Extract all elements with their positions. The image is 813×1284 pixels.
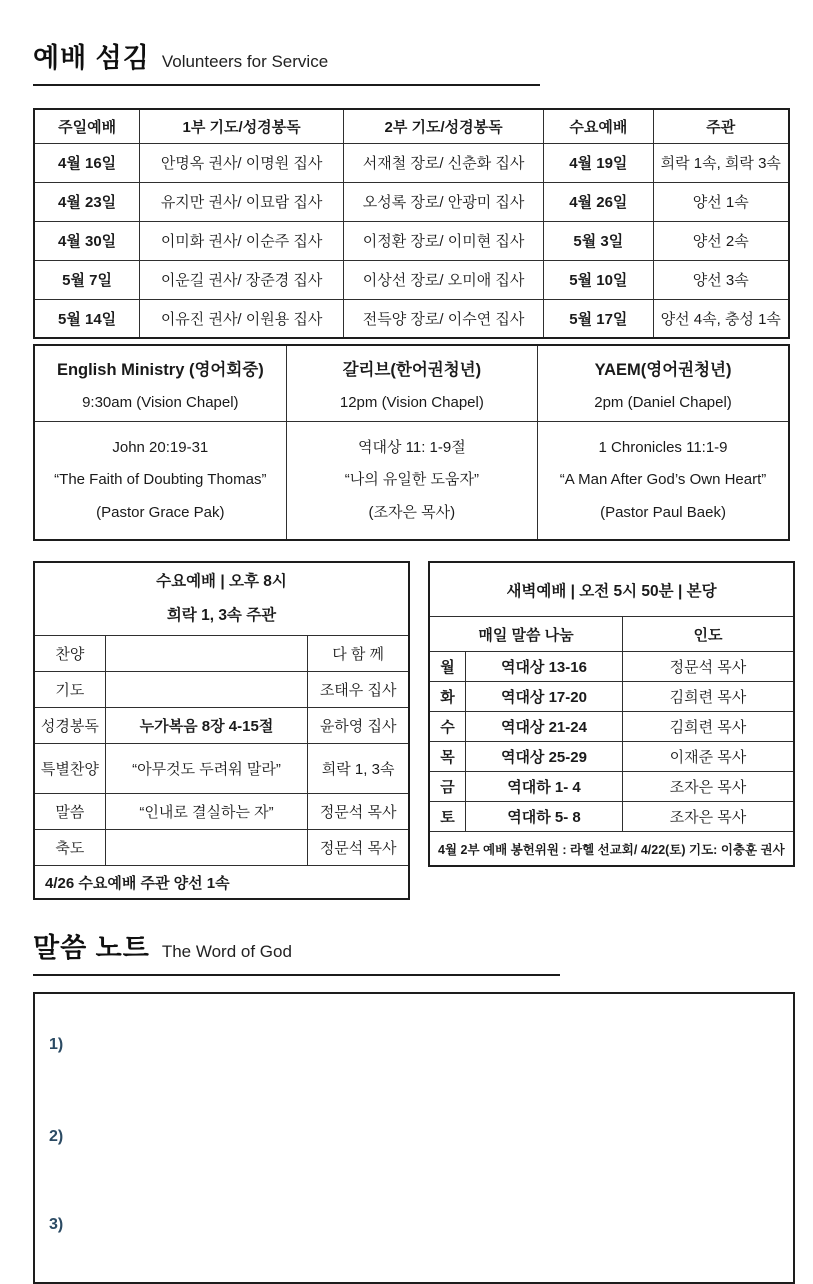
- day-label: 월: [429, 652, 466, 682]
- pastor-name: (Pastor Paul Baek): [600, 503, 726, 521]
- dawn-row-thursday: [429, 742, 794, 772]
- order-row-prayer: [34, 671, 409, 707]
- order-label: 성경봉독: [34, 707, 105, 743]
- first-service-cell: 이유진 권사/ 이원용 집사: [140, 299, 344, 338]
- dawn-col-header-reading: 매일 말씀 나눔: [429, 617, 622, 652]
- dawn-footer-row: [429, 832, 794, 866]
- scripture-reference: 1 Chronicles 11:1-9: [598, 439, 728, 456]
- scripture-reference: 역대상 11: 1-9절: [358, 439, 466, 456]
- reading-passage: 역대상 17-20: [466, 682, 623, 712]
- ministry-time: 9:30am (Vision Chapel): [82, 394, 239, 411]
- dawn-footer-note: 4월 2부 예배 봉헌위원 : 라헬 선교회/ 4/22(토) 기도: 이충훈 권사: [429, 832, 794, 866]
- in-charge-cell: 희락 1속, 희락 3속: [653, 143, 789, 182]
- ministry-sermon-row: [34, 422, 789, 540]
- order-row-benediction: [34, 829, 409, 865]
- order-label: 축도: [34, 829, 105, 865]
- reading-passage: 역대상 21-24: [466, 712, 623, 742]
- order-person: 윤하영 집사: [308, 707, 409, 743]
- dawn-title-cell: 새벽예배 | 오전 5시 50분 | 본당: [429, 562, 794, 617]
- ministries-table: [33, 344, 790, 541]
- col-header-in-charge: 주관: [653, 109, 789, 143]
- leader-name: 조자은 목사: [622, 772, 794, 802]
- second-service-cell: 이정환 장로/ 이미현 집사: [344, 221, 544, 260]
- scripture-reference: John 20:19-31: [112, 439, 209, 456]
- sunday-date-cell: 4월 23일: [34, 182, 140, 221]
- order-row-praise: [34, 635, 409, 671]
- dawn-subheader-row: [429, 617, 794, 652]
- note-number-1: 1): [49, 1036, 64, 1054]
- table-row: [34, 221, 789, 260]
- table-row: [34, 143, 789, 182]
- day-label: 목: [429, 742, 466, 772]
- wednesday-title-cell: [34, 562, 409, 636]
- reading-passage: 역대상 13-16: [466, 652, 623, 682]
- first-service-cell: 이운길 권사/ 장준경 집사: [140, 260, 344, 299]
- order-content: “인내로 결실하는 자”: [105, 793, 308, 829]
- ministry-sermon-kaleb: [286, 422, 537, 540]
- ministry-name: English Ministry (영어회중): [56, 361, 264, 379]
- pastor-name: (조자은 목사): [368, 503, 456, 521]
- col-header-first-service: 1부 기도/성경봉독: [140, 109, 344, 143]
- sunday-date-cell: 5월 7일: [34, 260, 140, 299]
- reading-passage: 역대하 1- 4: [466, 772, 623, 802]
- wednesday-date-cell: 5월 10일: [544, 260, 653, 299]
- col-header-sunday-service: 주일예배: [34, 109, 140, 143]
- order-content: [105, 829, 308, 865]
- pastor-name: (Pastor Grace Pak): [96, 503, 225, 521]
- dawn-col-header-leader: 인도: [622, 617, 794, 652]
- second-service-cell: 오성록 장로/ 안광미 집사: [344, 182, 544, 221]
- order-person: 정문석 목사: [308, 829, 409, 865]
- order-row-special-praise: [34, 743, 409, 793]
- sermon-title: “The Faith of Doubting Thomas”: [54, 471, 267, 489]
- leader-name: 정문석 목사: [622, 652, 794, 682]
- volunteers-header-underline: [33, 84, 540, 86]
- dawn-row-friday: [429, 772, 794, 802]
- day-label: 토: [429, 802, 466, 832]
- in-charge-cell: 양선 2속: [653, 221, 789, 260]
- volunteers-table: [33, 108, 790, 339]
- second-service-cell: 전득양 장로/ 이수연 집사: [344, 299, 544, 338]
- ministry-time: 12pm (Vision Chapel): [339, 394, 484, 411]
- note-number-3: 3): [49, 1216, 64, 1234]
- ministry-time: 2pm (Daniel Chapel): [594, 394, 732, 411]
- bottom-tables: [33, 561, 795, 901]
- order-label: 특별찬양: [34, 743, 105, 793]
- order-row-sermon: [34, 793, 409, 829]
- volunteers-title-english: Volunteers for Service: [161, 52, 329, 71]
- ministry-sermon-english: [34, 422, 286, 540]
- section-header-word: [33, 926, 795, 965]
- dawn-row-tuesday: [429, 682, 794, 712]
- table-row: [34, 182, 789, 221]
- order-content: [105, 635, 308, 671]
- word-title-korean: 말씀 노트: [33, 933, 150, 964]
- dawn-row-saturday: [429, 802, 794, 832]
- day-label: 금: [429, 772, 466, 802]
- order-person: 다 함 께: [308, 635, 409, 671]
- note-number-2: 2): [49, 1128, 64, 1146]
- wednesday-date-cell: 4월 19일: [544, 143, 653, 182]
- col-header-wednesday-service: 수요예배: [544, 109, 653, 143]
- second-service-cell: 서재철 장로/ 신춘화 집사: [344, 143, 544, 182]
- table-row: [34, 260, 789, 299]
- order-label: 말씀: [34, 793, 105, 829]
- volunteers-title-korean: 예배 섬김: [33, 43, 150, 73]
- sermon-notes-box: [33, 992, 795, 1284]
- order-content: [105, 671, 308, 707]
- first-service-cell: 이미화 권사/ 이순주 집사: [140, 221, 344, 260]
- dawn-row-monday: [429, 652, 794, 682]
- in-charge-cell: 양선 4속, 충성 1속: [653, 299, 789, 338]
- first-service-cell: 유지만 권사/ 이묘람 집사: [140, 182, 344, 221]
- order-label: 기도: [34, 671, 105, 707]
- volunteers-table-header-row: [34, 109, 789, 143]
- wednesday-footer-row: [34, 865, 409, 899]
- wednesday-title-line2: 희락 1, 3속 주관: [166, 606, 277, 624]
- ministry-title-row: [34, 345, 789, 422]
- ministry-name: 갈리브(한어권청년): [342, 361, 482, 379]
- leader-name: 조자은 목사: [622, 802, 794, 832]
- reading-passage: 역대상 25-29: [466, 742, 623, 772]
- ministry-cell-yaem: [538, 345, 789, 422]
- in-charge-cell: 양선 1속: [653, 182, 789, 221]
- wednesday-date-cell: 5월 17일: [544, 299, 653, 338]
- order-content: 누가복음 8장 4-15절: [105, 707, 308, 743]
- day-label: 화: [429, 682, 466, 712]
- wednesday-date-cell: 5월 3일: [544, 221, 653, 260]
- second-service-cell: 이상선 장로/ 오미애 집사: [344, 260, 544, 299]
- word-title-english: The Word of God: [161, 942, 292, 962]
- order-row-scripture: [34, 707, 409, 743]
- wednesday-title-row: [34, 562, 409, 636]
- day-label: 수: [429, 712, 466, 742]
- order-content: “아무것도 두려워 말라”: [105, 743, 308, 793]
- wednesday-title-line1: 수요예배 | 오후 8시: [156, 572, 287, 590]
- order-label: 찬양: [34, 635, 105, 671]
- sunday-date-cell: 5월 14일: [34, 299, 140, 338]
- first-service-cell: 안명옥 권사/ 이명원 집사: [140, 143, 344, 182]
- ministry-cell-english: [34, 345, 286, 422]
- dawn-service-table: [428, 561, 795, 867]
- order-person: 희락 1, 3속: [308, 743, 409, 793]
- reading-passage: 역대하 5- 8: [466, 802, 623, 832]
- sunday-date-cell: 4월 30일: [34, 221, 140, 260]
- wednesday-date-cell: 4월 26일: [544, 182, 653, 221]
- ministry-name: YAEM(영어권청년): [594, 361, 732, 379]
- table-row: [34, 299, 789, 338]
- dawn-row-wednesday: [429, 712, 794, 742]
- leader-name: 김희련 목사: [622, 682, 794, 712]
- sunday-date-cell: 4월 16일: [34, 143, 140, 182]
- section-header-volunteers: [33, 36, 795, 75]
- wednesday-footer-note: 4/26 수요예배 주관 양선 1속: [34, 865, 409, 899]
- word-header-underline: [33, 974, 560, 976]
- in-charge-cell: 양선 3속: [653, 260, 789, 299]
- order-person: 조태우 집사: [308, 671, 409, 707]
- dawn-title-row: [429, 562, 794, 617]
- leader-name: 이재준 목사: [622, 742, 794, 772]
- wednesday-service-table: [33, 561, 410, 901]
- sermon-title: “A Man After God’s Own Heart”: [559, 471, 767, 489]
- leader-name: 김희련 목사: [622, 712, 794, 742]
- sermon-title: “나의 유일한 도움자”: [344, 471, 479, 489]
- ministry-cell-kaleb: [286, 345, 537, 422]
- col-header-second-service: 2부 기도/성경봉독: [344, 109, 544, 143]
- order-person: 정문석 목사: [308, 793, 409, 829]
- ministry-sermon-yaem: [538, 422, 789, 540]
